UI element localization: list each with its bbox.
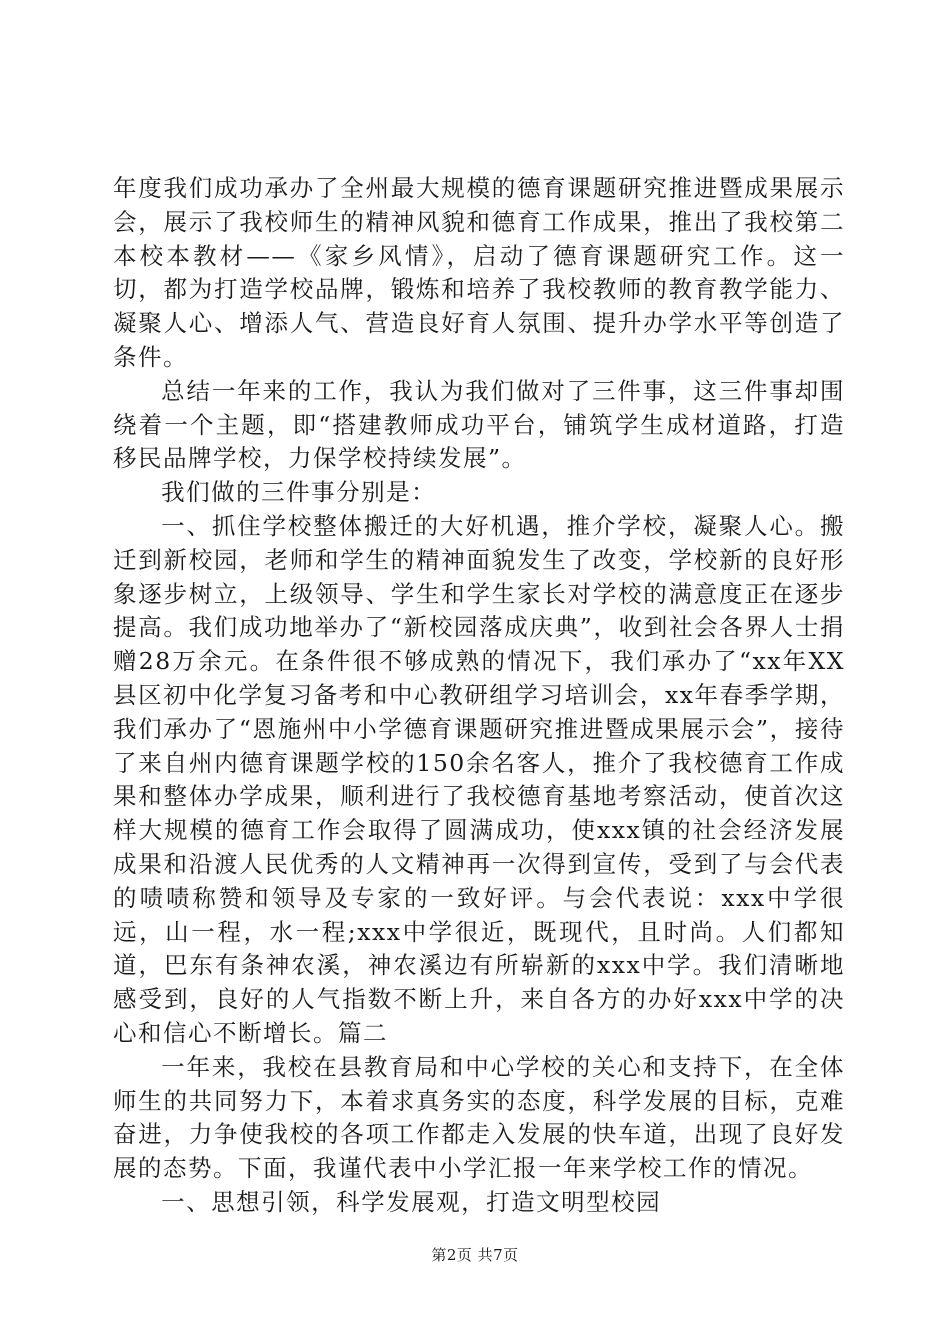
- paragraph-2: 总结一年来的工作，我认为我们做对了三件事，这三件事却围绕着一个主题，即“搭建教师成功平台，铺筑学生成材道路，打造移民品牌学校，力保学校持续发展”。: [113, 376, 845, 473]
- page-footer: 第2页 共7页: [431, 1246, 519, 1264]
- paragraph-4: 一、抓住学校整体搬迁的大好机遇，推介学校，凝聚人心。搬迁到新校园，老师和学生的精神面貌发生了改变，学校新的良好形象逐步树立，上级领导、学生和学生家长对学校的满意度正在逐步提高。我们成功地举办了“新校园落成庆典”，收到社会各界人士捐赠28万余元。在条件很不够成熟的情况下，我们承办了“xx年XX县区初中化学复习备考和中心教研组学习培训会，xx年春季学期，我们承办了“恩施州中小学德育课题研究推进暨成果展示会”，接待了来自州内德育课题学校的150余名客人，推介了我校德育工作成果和整体办学成果，顺利进行了我校德育基地考察活动，使首次这样大规模的德育工作会取得了圆满成功，使xxx镇的社会经济发展成果和沿渡人民优秀的人文精神再一次得到宣传，受到了与会代表的啧啧称赞和领导及专家的一致好评。与会代表说：xxx中学很远，山一程，水一程;xxx中学很近，既现代，且时尚。人们都知道，巴东有条神农溪，神农溪边有所崭新的xxx中学。我们清晰地感受到，良好的人气指数不断上升，来自各方的办好xxx中学的决心和信心不断增长。篇二: [113, 511, 845, 1047]
- paragraph-6: 一、思想引领，科学发展观，打造文明型校园: [161, 1187, 662, 1216]
- paragraph-1: 年度我们成功承办了全州最大规模的德育课题研究推进暨成果展示会，展示了我校师生的精神风貌和德育工作成果，推出了我校第二本校本教材——《家乡风情》，启动了德育课题研究工作。这一切，都为打造学校品牌，锻炼和培养了我校教师的教育教学能力、凝聚人心、增添人气、营造良好育人氛围、提升办学水平等创造了条件。: [113, 174, 845, 371]
- paragraph-3: 我们做的三件事分别是：: [161, 478, 437, 507]
- document-body: [113, 172, 845, 1220]
- paragraph-5: 一年来，我校在县教育局和中心学校的关心和支持下，在全体师生的共同努力下，本着求真务实的态度，科学发展的目标，克难奋进，力争使我校的各项工作都走入发展的快车道，出现了良好发展的态势。下面，我谨代表中小学汇报一年来学校工作的情况。: [113, 1052, 845, 1183]
